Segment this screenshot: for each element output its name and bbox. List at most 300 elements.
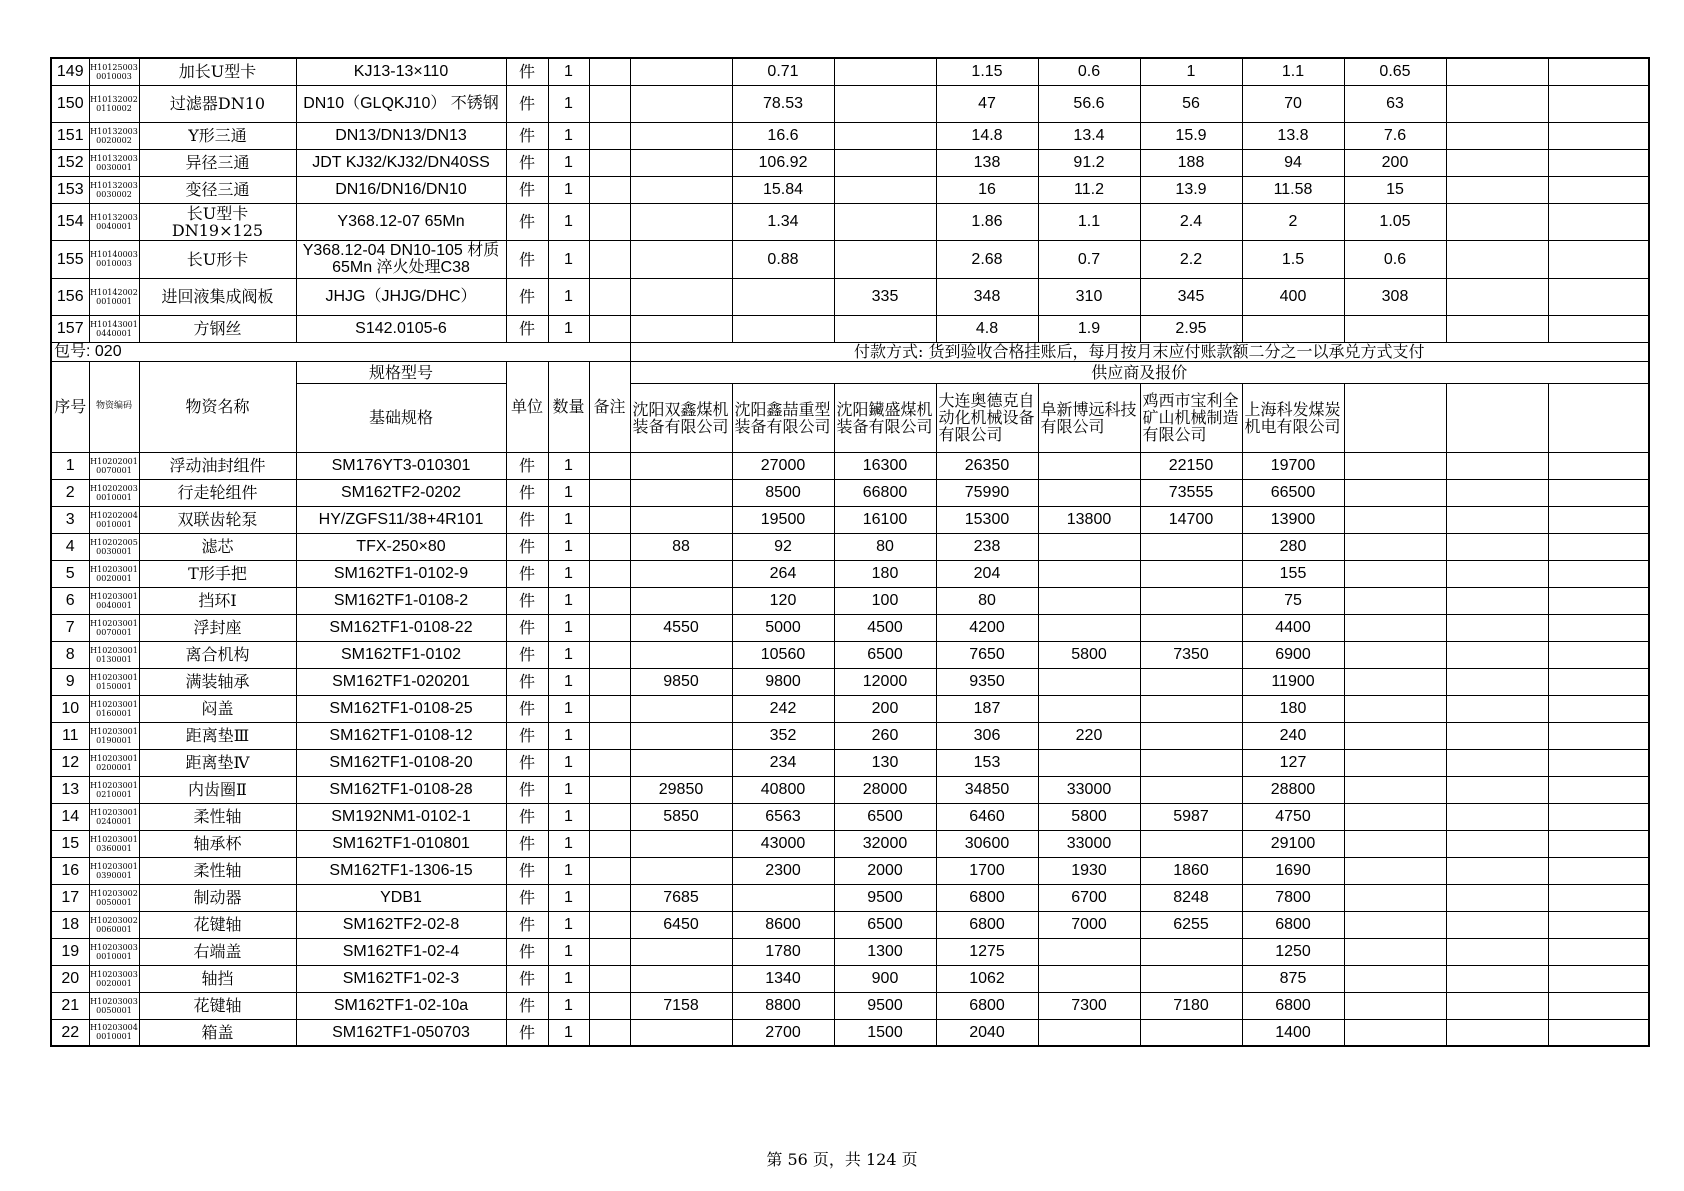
material-name: 离合机构 [139,641,296,668]
price-cell: 242 [732,695,834,722]
table-row [51,722,1649,749]
unit: 件 [506,240,548,278]
price-cell [1140,830,1242,857]
quantity: 1 [548,722,589,749]
price-cell [1548,695,1649,722]
quantity: 1 [548,938,589,965]
remark [589,203,630,240]
price-cell: 1780 [732,938,834,965]
price-cell: 66800 [834,479,936,506]
remark [589,479,630,506]
remark [589,278,630,315]
remark [589,452,630,479]
price-cell: 6500 [834,803,936,830]
price-cell [1140,587,1242,614]
price-cell [1038,695,1140,722]
spec: Y368.12-07 65Mn [296,203,506,240]
spec: SM162TF1-0102 [296,641,506,668]
remark [589,614,630,641]
price-cell [834,58,936,85]
table-row [51,85,1649,122]
table-row [51,315,1649,342]
price-cell: 8800 [732,992,834,1019]
price-cell: 7800 [1242,884,1344,911]
spec: SM162TF1-010801 [296,830,506,857]
row-number: 5 [51,560,89,587]
price-cell [1344,587,1446,614]
price-cell [1446,830,1548,857]
price-cell: 5987 [1140,803,1242,830]
price-cell [1548,884,1649,911]
price-cell: 6450 [630,911,732,938]
row-number: 155 [51,240,89,278]
quantity: 1 [548,278,589,315]
row-number: 153 [51,176,89,203]
price-cell [1140,533,1242,560]
price-cell [1548,938,1649,965]
price-cell: 1.86 [936,203,1038,240]
price-cell: 73555 [1140,479,1242,506]
price-cell [1344,479,1446,506]
price-cell: 7650 [936,641,1038,668]
remark [589,668,630,695]
price-cell [1548,722,1649,749]
price-cell: 63 [1344,85,1446,122]
price-cell [1446,58,1548,85]
price-cell: 6563 [732,803,834,830]
quantity: 1 [548,776,589,803]
price-cell: 16 [936,176,1038,203]
price-cell: 900 [834,965,936,992]
row-number: 14 [51,803,89,830]
material-name: 花键轴 [139,992,296,1019]
material-code: H10203004 0010001 [89,1019,139,1046]
price-cell [1344,506,1446,533]
material-name: 柔性轴 [139,857,296,884]
unit: 件 [506,560,548,587]
unit: 件 [506,1019,548,1046]
price-cell [1548,560,1649,587]
price-cell: 2 [1242,203,1344,240]
price-cell [1548,668,1649,695]
price-cell: 1.5 [1242,240,1344,278]
quantity: 1 [548,533,589,560]
table-row [51,122,1649,149]
material-code: H10143001 0440001 [89,315,139,342]
table-row [51,614,1649,641]
price-cell [1344,315,1446,342]
material-code: H10203001 0130001 [89,641,139,668]
spec: SM162TF1-0108-28 [296,776,506,803]
price-cell: 352 [732,722,834,749]
price-cell: 1.1 [1038,203,1140,240]
table-row [51,479,1649,506]
material-name: 柔性轴 [139,803,296,830]
price-cell [1548,176,1649,203]
quantity: 1 [548,203,589,240]
price-cell [732,315,834,342]
spec: TFX-250×80 [296,533,506,560]
row-number: 2 [51,479,89,506]
price-cell [630,85,732,122]
price-cell [630,1019,732,1046]
price-cell [1548,587,1649,614]
price-cell [630,857,732,884]
price-cell [1446,452,1548,479]
price-cell: 16300 [834,452,936,479]
material-name: 花键轴 [139,911,296,938]
price-cell [732,278,834,315]
price-cell [630,722,732,749]
price-cell [1446,668,1548,695]
material-code: H10203001 0200001 [89,749,139,776]
table-row [51,1019,1649,1046]
material-code: H10203001 0190001 [89,722,139,749]
remark [589,641,630,668]
material-code: H10203001 0210001 [89,776,139,803]
price-cell: 11.58 [1242,176,1344,203]
row-number: 6 [51,587,89,614]
price-cell: 22150 [1140,452,1242,479]
price-cell [1548,278,1649,315]
remark [589,85,630,122]
remark [589,315,630,342]
price-cell [834,315,936,342]
material-code: H10142002 0010001 [89,278,139,315]
price-cell [1446,506,1548,533]
price-cell [1446,911,1548,938]
price-cell: 2040 [936,1019,1038,1046]
remark [589,176,630,203]
material-code: H10203001 0020001 [89,560,139,587]
price-cell: 8248 [1140,884,1242,911]
price-cell: 5850 [630,803,732,830]
price-cell [1344,533,1446,560]
unit: 件 [506,857,548,884]
quantity: 1 [548,122,589,149]
price-cell: 188 [1140,149,1242,176]
price-cell [1344,776,1446,803]
material-code: H10132003 0030002 [89,176,139,203]
supplier-name [1446,383,1548,452]
price-cell [1344,938,1446,965]
spec: DN16/DN16/DN10 [296,176,506,203]
supplier-name [1344,383,1446,452]
table-row [51,149,1649,176]
quantity: 1 [548,85,589,122]
material-name: 箱盖 [139,1019,296,1046]
price-cell: 1.05 [1344,203,1446,240]
price-cell [630,587,732,614]
price-cell: 8500 [732,479,834,506]
row-number: 150 [51,85,89,122]
table-row [51,506,1649,533]
price-cell: 308 [1344,278,1446,315]
table-row [51,240,1649,278]
remark [589,884,630,911]
price-cell: 75 [1242,587,1344,614]
supplier-name: 沈阳鑫喆重型装备有限公司 [732,383,834,452]
material-name: Y形三通 [139,122,296,149]
spec: SM162TF2-0202 [296,479,506,506]
spec: SM162TF1-1306-15 [296,857,506,884]
price-cell [1344,803,1446,830]
unit: 件 [506,587,548,614]
price-cell: 0.7 [1038,240,1140,278]
table-row [51,938,1649,965]
spec: JHJG（JHJG/DHC） [296,278,506,315]
spec: JDT KJ32/KJ32/DN40SS [296,149,506,176]
price-cell [630,479,732,506]
price-cell [732,884,834,911]
price-cell: 2.95 [1140,315,1242,342]
quantity: 1 [548,1019,589,1046]
payment-terms: 付款方式: 货到验收合格挂账后，每月按月末应付账款额二分之一以承兑方式支付 [630,342,1649,361]
price-cell [1038,614,1140,641]
price-cell: 1.15 [936,58,1038,85]
quantity: 1 [548,965,589,992]
header-spec: 基础规格 [296,383,506,452]
row-number: 16 [51,857,89,884]
price-cell: 1690 [1242,857,1344,884]
price-cell [834,203,936,240]
price-cell [834,122,936,149]
price-cell [1344,965,1446,992]
quantity: 1 [548,641,589,668]
material-name: 长U形卡 [139,240,296,278]
table-row [51,803,1649,830]
price-cell: 9500 [834,884,936,911]
price-cell: 7000 [1038,911,1140,938]
price-cell [1446,1019,1548,1046]
spec: SM162TF1-0108-2 [296,587,506,614]
price-cell: 1275 [936,938,1038,965]
material-name: 挡环Ⅰ [139,587,296,614]
price-cell [1446,641,1548,668]
price-cell: 15 [1344,176,1446,203]
price-cell [834,176,936,203]
price-cell [630,641,732,668]
price-cell: 91.2 [1038,149,1140,176]
price-cell: 29100 [1242,830,1344,857]
material-name: 距离垫Ⅲ [139,722,296,749]
material-name: 长U型卡DN19×125 [139,203,296,240]
price-cell [1140,1019,1242,1046]
price-cell: 7158 [630,992,732,1019]
material-code: H10203003 0050001 [89,992,139,1019]
material-code: H10202003 0010001 [89,479,139,506]
price-cell: 2000 [834,857,936,884]
material-code: H10203002 0050001 [89,884,139,911]
unit: 件 [506,58,548,85]
price-cell [1446,992,1548,1019]
material-name: 方钢丝 [139,315,296,342]
quantity: 1 [548,911,589,938]
unit: 件 [506,749,548,776]
price-cell: 30600 [936,830,1038,857]
price-cell: 0.88 [732,240,834,278]
material-name: 闷盖 [139,695,296,722]
spec: HY/ZGFS11/38+4R101 [296,506,506,533]
price-cell [1548,85,1649,122]
price-cell: 6700 [1038,884,1140,911]
table-row [51,992,1649,1019]
unit: 件 [506,614,548,641]
price-cell: 9800 [732,668,834,695]
price-cell [1344,641,1446,668]
price-cell [1548,452,1649,479]
row-number: 13 [51,776,89,803]
price-cell: 94 [1242,149,1344,176]
price-cell [1446,479,1548,506]
price-cell [1548,149,1649,176]
material-code: H10203001 0390001 [89,857,139,884]
price-cell: 310 [1038,278,1140,315]
price-cell: 0.71 [732,58,834,85]
header-qty: 数量 [548,361,589,452]
price-cell: 78.53 [732,85,834,122]
price-cell: 28000 [834,776,936,803]
quantity: 1 [548,240,589,278]
price-cell: 4750 [1242,803,1344,830]
price-cell [1038,668,1140,695]
row-number: 12 [51,749,89,776]
spec: SM162TF1-020201 [296,668,506,695]
remark [589,992,630,1019]
price-cell: 56 [1140,85,1242,122]
price-cell [630,452,732,479]
material-name: 过滤器DN10 [139,85,296,122]
price-cell [834,240,936,278]
price-cell: 4.8 [936,315,1038,342]
row-number: 9 [51,668,89,695]
price-cell [1446,240,1548,278]
price-cell [1140,776,1242,803]
material-name: 行走轮组件 [139,479,296,506]
price-cell: 1340 [732,965,834,992]
remark [589,506,630,533]
unit: 件 [506,176,548,203]
price-cell: 9350 [936,668,1038,695]
price-cell [1446,695,1548,722]
price-cell [1344,695,1446,722]
price-cell: 130 [834,749,936,776]
price-cell: 2300 [732,857,834,884]
remark [589,58,630,85]
price-cell: 27000 [732,452,834,479]
header-seq: 序号 [51,361,89,452]
table-row [51,965,1649,992]
price-cell [1446,803,1548,830]
row-number: 152 [51,149,89,176]
price-cell: 306 [936,722,1038,749]
price-cell: 33000 [1038,830,1140,857]
price-cell [1446,749,1548,776]
price-cell: 220 [1038,722,1140,749]
quantity: 1 [548,479,589,506]
material-name: 浮封座 [139,614,296,641]
table-row [51,58,1649,85]
price-cell: 4550 [630,614,732,641]
material-name: 距离垫Ⅳ [139,749,296,776]
spec: SM162TF1-02-4 [296,938,506,965]
price-cell [1548,58,1649,85]
material-code: H10202004 0010001 [89,506,139,533]
price-cell [1548,749,1649,776]
quantity: 1 [548,749,589,776]
table-row [51,695,1649,722]
quantity: 1 [548,830,589,857]
unit: 件 [506,278,548,315]
price-cell: 6800 [1242,992,1344,1019]
upper-rows [51,58,1649,342]
price-cell [1344,749,1446,776]
price-cell [630,749,732,776]
material-name: 加长U型卡 [139,58,296,85]
remark [589,938,630,965]
material-code: H10132003 0040001 [89,203,139,240]
material-name: 右端盖 [139,938,296,965]
price-cell: 34850 [936,776,1038,803]
price-cell: 155 [1242,560,1344,587]
price-cell: 238 [936,533,1038,560]
price-cell: 348 [936,278,1038,315]
price-cell [1446,533,1548,560]
material-code: H10203001 0360001 [89,830,139,857]
page-footer: 第 56 页，共 124 页 [766,1150,918,1169]
material-code: H10203001 0040001 [89,587,139,614]
remark [589,587,630,614]
price-cell: 32000 [834,830,936,857]
row-number: 19 [51,938,89,965]
material-name: 异径三通 [139,149,296,176]
row-number: 15 [51,830,89,857]
row-number: 7 [51,614,89,641]
row-number: 8 [51,641,89,668]
price-cell: 40800 [732,776,834,803]
price-cell: 1500 [834,1019,936,1046]
price-cell [834,85,936,122]
material-name: T形手把 [139,560,296,587]
material-code: H10203001 0160001 [89,695,139,722]
price-cell [1548,857,1649,884]
quantity: 1 [548,884,589,911]
price-cell: 70 [1242,85,1344,122]
spec: YDB1 [296,884,506,911]
table-row [51,587,1649,614]
price-cell [1446,149,1548,176]
price-cell [1344,911,1446,938]
supplier-name: 上海科发煤炭机电有限公司 [1242,383,1344,452]
material-code: H10203002 0060001 [89,911,139,938]
price-cell: 180 [834,560,936,587]
price-cell: 345 [1140,278,1242,315]
quantity: 1 [548,176,589,203]
price-cell: 92 [732,533,834,560]
price-cell [630,965,732,992]
spec: SM162TF2-02-8 [296,911,506,938]
quantity: 1 [548,315,589,342]
price-cell [1344,668,1446,695]
material-name: 双联齿轮泵 [139,506,296,533]
table-row [51,830,1649,857]
price-cell: 6255 [1140,911,1242,938]
header-supplier-group: 供应商及报价 [630,361,1649,383]
material-name: 轴挡 [139,965,296,992]
price-cell [630,149,732,176]
price-cell: 88 [630,533,732,560]
unit: 件 [506,695,548,722]
